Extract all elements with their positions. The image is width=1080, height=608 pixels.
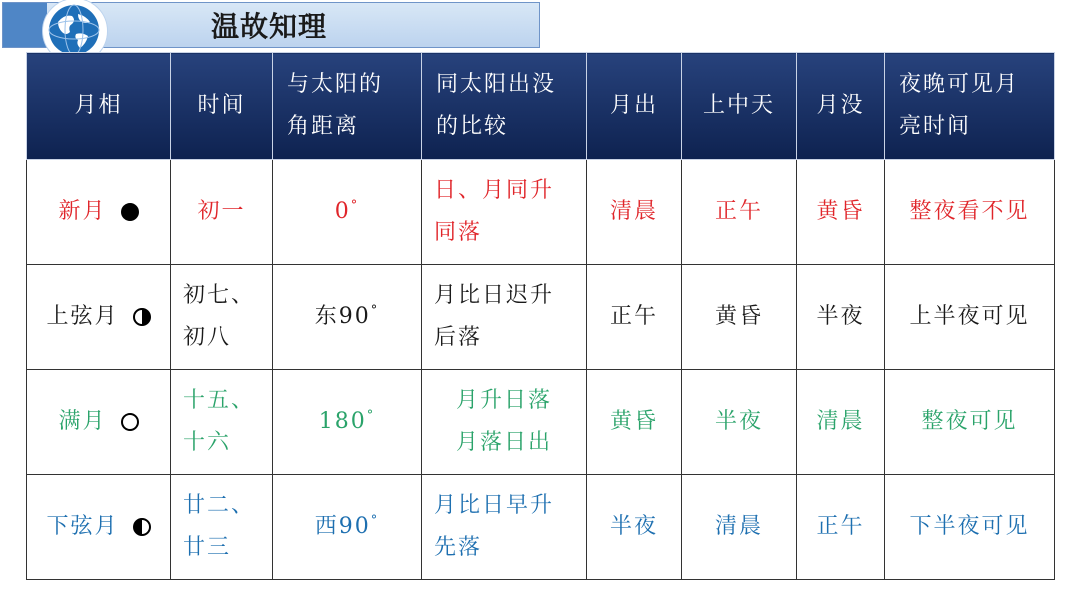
header-phase: 月相: [27, 53, 171, 160]
set-cell: 黄昏: [797, 160, 885, 265]
visible-cell: 整夜可见: [885, 370, 1055, 475]
table-row-full-moon: [27, 370, 1055, 475]
phase-cell: 上弦月: [27, 265, 171, 370]
compare-cell: 日、月同升 同落: [422, 160, 587, 265]
transit-cell: 半夜: [682, 370, 797, 475]
phase-cell: 新月: [27, 160, 171, 265]
rise-cell: 清晨: [587, 160, 682, 265]
header-rise: 月出: [587, 53, 682, 160]
moon-phase-table: [26, 52, 1055, 580]
full-moon-icon: [121, 413, 139, 431]
compare-cell: 月比日迟升 后落: [422, 265, 587, 370]
set-cell: 正午: [797, 475, 885, 580]
first-quarter-moon-icon: [133, 308, 151, 326]
transit-cell: 正午: [682, 160, 797, 265]
time-cell: 十五、 十六: [171, 370, 273, 475]
time-cell: 初七、 初八: [171, 265, 273, 370]
phase-cell: 下弦月: [27, 475, 171, 580]
compare-cell: 月升日落 月落日出: [422, 370, 587, 475]
table-row-last-quarter: [27, 475, 1055, 580]
time-cell: 初一: [171, 160, 273, 265]
visible-cell: 上半夜可见: [885, 265, 1055, 370]
visible-cell: 下半夜可见: [885, 475, 1055, 580]
header-angle: 与太阳的 角距离: [273, 53, 422, 160]
set-cell: 半夜: [797, 265, 885, 370]
header-transit: 上中天: [682, 53, 797, 160]
header-visible: 夜晚可见月 亮时间: [885, 53, 1055, 160]
angle-cell: 西90°: [273, 475, 422, 580]
last-quarter-moon-icon: [133, 518, 151, 536]
header-compare: 同太阳出没 的比较: [422, 53, 587, 160]
header-time: 时间: [171, 53, 273, 160]
transit-cell: 黄昏: [682, 265, 797, 370]
time-cell: 廿二、 廿三: [171, 475, 273, 580]
banner-title: 温故知理: [211, 10, 328, 43]
section-banner: [2, 2, 540, 48]
rise-cell: 正午: [587, 265, 682, 370]
banner-stripe: [3, 3, 47, 47]
transit-cell: 清晨: [682, 475, 797, 580]
phase-cell: 满月: [27, 370, 171, 475]
angle-cell: 东90°: [273, 265, 422, 370]
rise-cell: 半夜: [587, 475, 682, 580]
angle-cell: 180°: [273, 370, 422, 475]
header-row: [27, 53, 1055, 160]
rise-cell: 黄昏: [587, 370, 682, 475]
table-row-new-moon: [27, 160, 1055, 265]
table-row-first-quarter: [27, 265, 1055, 370]
header-set: 月没: [797, 53, 885, 160]
new-moon-icon: [121, 203, 139, 221]
visible-cell: 整夜看不见: [885, 160, 1055, 265]
set-cell: 清晨: [797, 370, 885, 475]
angle-cell: 0°: [273, 160, 422, 265]
compare-cell: 月比日早升 先落: [422, 475, 587, 580]
